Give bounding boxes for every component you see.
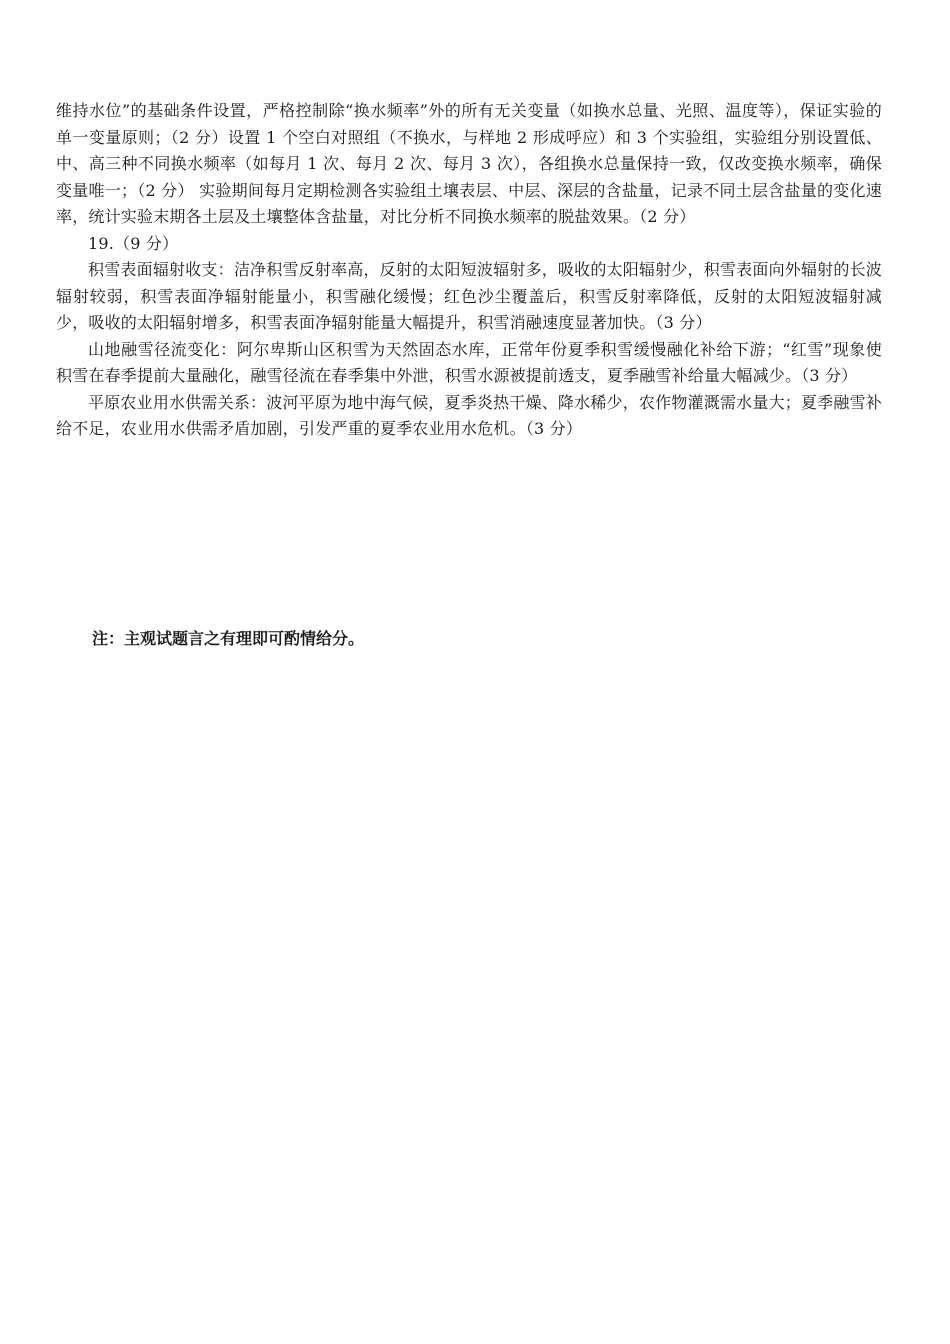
answer-19-paragraph-radiation: 积雪表面辐射收支：洁净积雪反射率高，反射的太阳短波辐射多，吸收的太阳辐射少，积雪表面向外辐射的长波辐射较弱，积雪表面净辐射能量小，积雪融化缓慢；红色沙尘覆盖后，积雪反射率降低，反射的太阳短波辐射减少，吸收的太阳辐射增多，积雪表面净辐射能量大幅提升，积雪消融速度显著加快。（3 分）	[56, 260, 882, 332]
answer-18-continuation: 维持水位”的基础条件设置，严格控制除“换水频率”外的所有无关变量（如换水总量、光照、温度等），保证实验的单一变量原则；（2 分）设置 1 个空白对照组（不换水，与样地 2 形成呼应）和 3 个实验组，实验组分别设置低、中、高三种不同换水频率（如每月 1 次、每月 2 次、每月 3 次），各组换水总量保持一致，仅改变换水频率，确保变量唯一；（2 分） 实验期间每月定期检测各实验组土壤表层、中层、深层的含盐量，记录不同土层含盐量的变化速率，统计实验末期各土层及土壤整体含盐量，对比分析不同换水频率的脱盐效果。（2 分）	[56, 101, 882, 226]
answer-content	[56, 98, 882, 443]
grading-note: 注：主观试题言之有理即可酌情给分。	[92, 629, 365, 648]
answer-19-paragraph-runoff: 山地融雪径流变化：阿尔卑斯山区积雪为天然固态水库，正常年份夏季积雪缓慢融化补给下游；“红雪”现象使积雪在春季提前大量融化，融雪径流在春季集中外泄，积雪水源被提前透支，夏季融雪补给量大幅减少。（3 分）	[56, 339, 882, 385]
question-19-number: 19.（9 分）	[88, 233, 179, 253]
answer-19-paragraph-agriculture: 平原农业用水供需关系：波河平原为地中海气候，夏季炎热干燥、降水稀少，农作物灌溉需水量大；夏季融雪补给不足，农业用水供需矛盾加剧，引发严重的夏季农业用水危机。（3 分）	[56, 392, 882, 438]
